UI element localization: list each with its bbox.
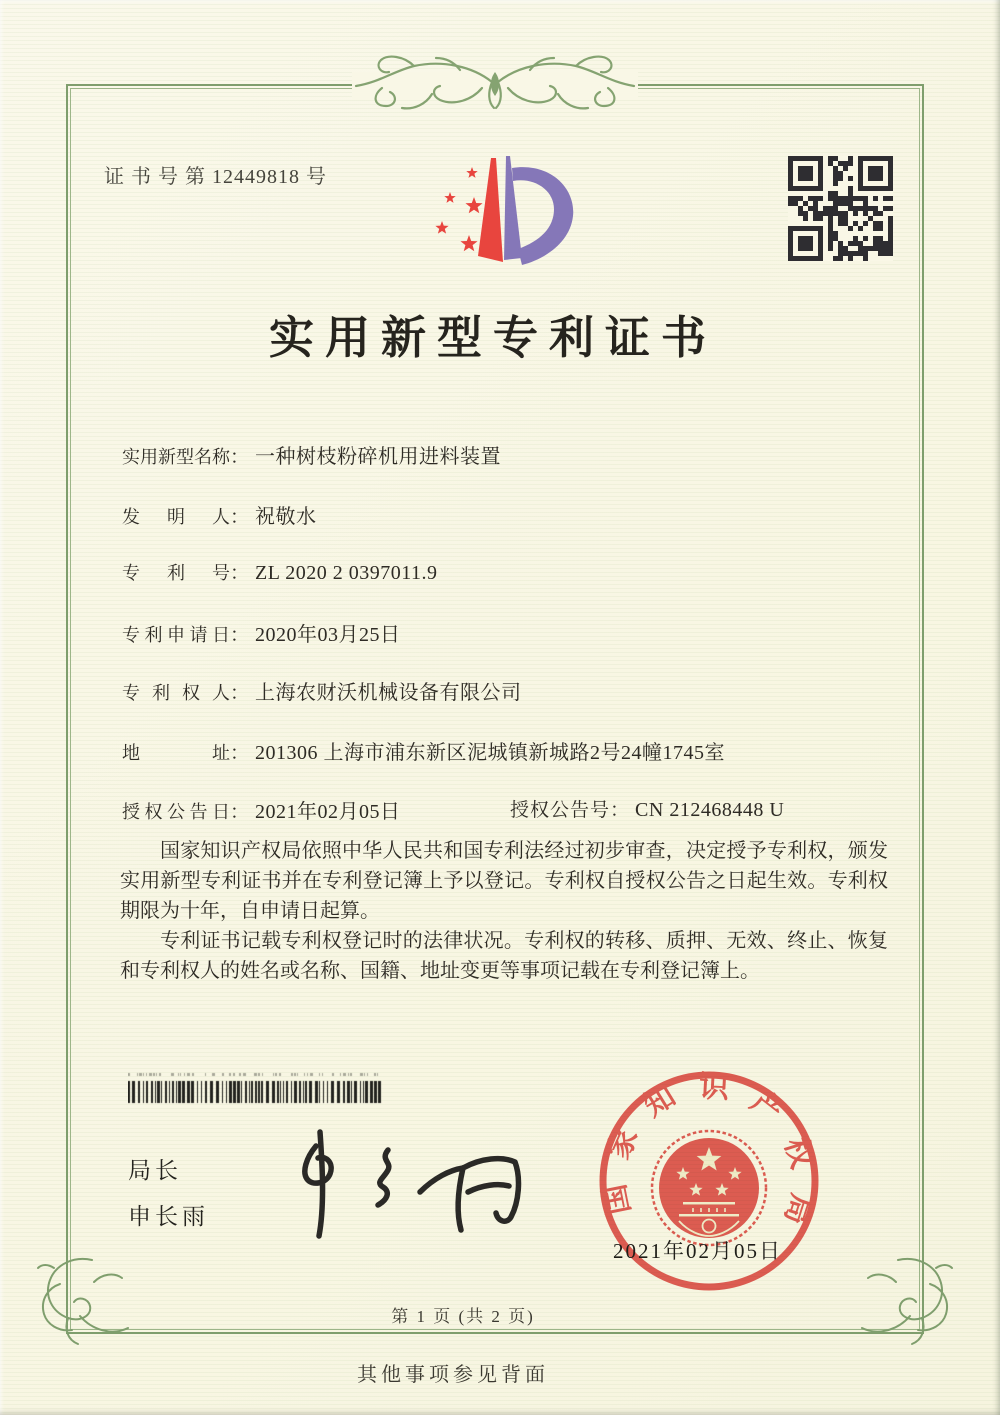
grant-number-pair — [510, 795, 784, 822]
barcode-icon — [128, 1072, 382, 1104]
field-label: 授权公告日 — [122, 802, 230, 822]
field-label: 专利申请日 — [122, 625, 230, 645]
qr-code-icon — [788, 156, 893, 261]
legal-text-block — [120, 836, 888, 986]
field-row-patent-number — [122, 558, 437, 585]
field-value-patentee: 上海农财沃机械设备有限公司 — [255, 682, 522, 704]
field-label: 实用新型名称 — [122, 447, 230, 467]
certificate-number: 证 书 号 第 12449818 号 — [104, 166, 327, 188]
field-value-utility-model-name: 一种树枝粉碎机用进料装置 — [255, 446, 502, 468]
field-colon: ： — [230, 743, 250, 764]
field-label: 专利号 — [122, 563, 230, 583]
field-row-patentee — [122, 676, 522, 705]
field-colon: ： — [230, 563, 250, 584]
field-colon: ： — [610, 800, 630, 821]
dragon-flourish-ornament — [342, 48, 648, 120]
field-value-inventor: 祝敬水 — [255, 506, 317, 528]
cnipa-logo-icon — [420, 146, 590, 288]
director-name: 申长雨 — [128, 1203, 209, 1229]
field-colon: ： — [230, 802, 250, 823]
field-row-filing-date — [122, 618, 401, 647]
field-label: 专利权人 — [122, 683, 230, 703]
field-row-utility-model-name — [122, 440, 501, 469]
logo-star — [435, 221, 448, 234]
field-row-address — [122, 736, 725, 765]
field-colon: ： — [230, 507, 250, 528]
field-value-patent-number: ZL 2020 2 0397011.9 — [255, 562, 438, 584]
field-value-grant-number: CN 212468448 U — [635, 799, 785, 821]
logo-star — [460, 235, 477, 251]
back-note: 其他事项参见背面 — [357, 1364, 549, 1386]
logo-star — [466, 167, 477, 178]
legal-paragraph-2: 专利证书记载专利权登记时的法律状况。专利权的转移、质押、无效、终止、恢复和专利权人的姓名或名称、国籍、地址变更等事项记载在专利登记簿上。 — [120, 930, 888, 982]
field-colon: ： — [230, 683, 250, 704]
field-value-grant-date: 2021年02月05日 — [255, 801, 401, 823]
field-label: 授权公告号 — [510, 800, 611, 821]
director-signature-icon — [282, 1124, 532, 1242]
field-colon: ： — [230, 447, 250, 468]
field-colon: ： — [230, 625, 250, 646]
seal-ring-text: 国家知识产权局 — [598, 1070, 819, 1229]
field-label: 地址 — [122, 743, 230, 763]
seal-date: 2021年02月05日 — [613, 1239, 782, 1263]
logo-star — [465, 197, 482, 213]
field-label: 发明人 — [122, 507, 230, 527]
field-row-grant — [122, 795, 785, 824]
field-value-address: 201306 上海市浦东新区泥城镇新城路2号24幢1745室 — [255, 742, 726, 764]
field-value-filing-date: 2020年03月25日 — [255, 624, 401, 646]
page-number: 第 1 页 (共 2 页) — [391, 1307, 535, 1326]
director-title: 局长 — [128, 1157, 182, 1183]
national-emblem — [652, 1131, 766, 1245]
certificate-title: 实用新型专利证书 — [268, 313, 717, 363]
legal-paragraph-1: 国家知识产权局依照中华人民共和国专利法经过初步审查，决定授予专利权，颁发实用新型专利证书并在专利登记簿上予以登记。专利权自授权公告之日起生效。专利权期限为十年，自申请日起算。 — [120, 840, 888, 922]
logo-star — [444, 192, 455, 203]
field-row-inventor — [122, 500, 317, 529]
